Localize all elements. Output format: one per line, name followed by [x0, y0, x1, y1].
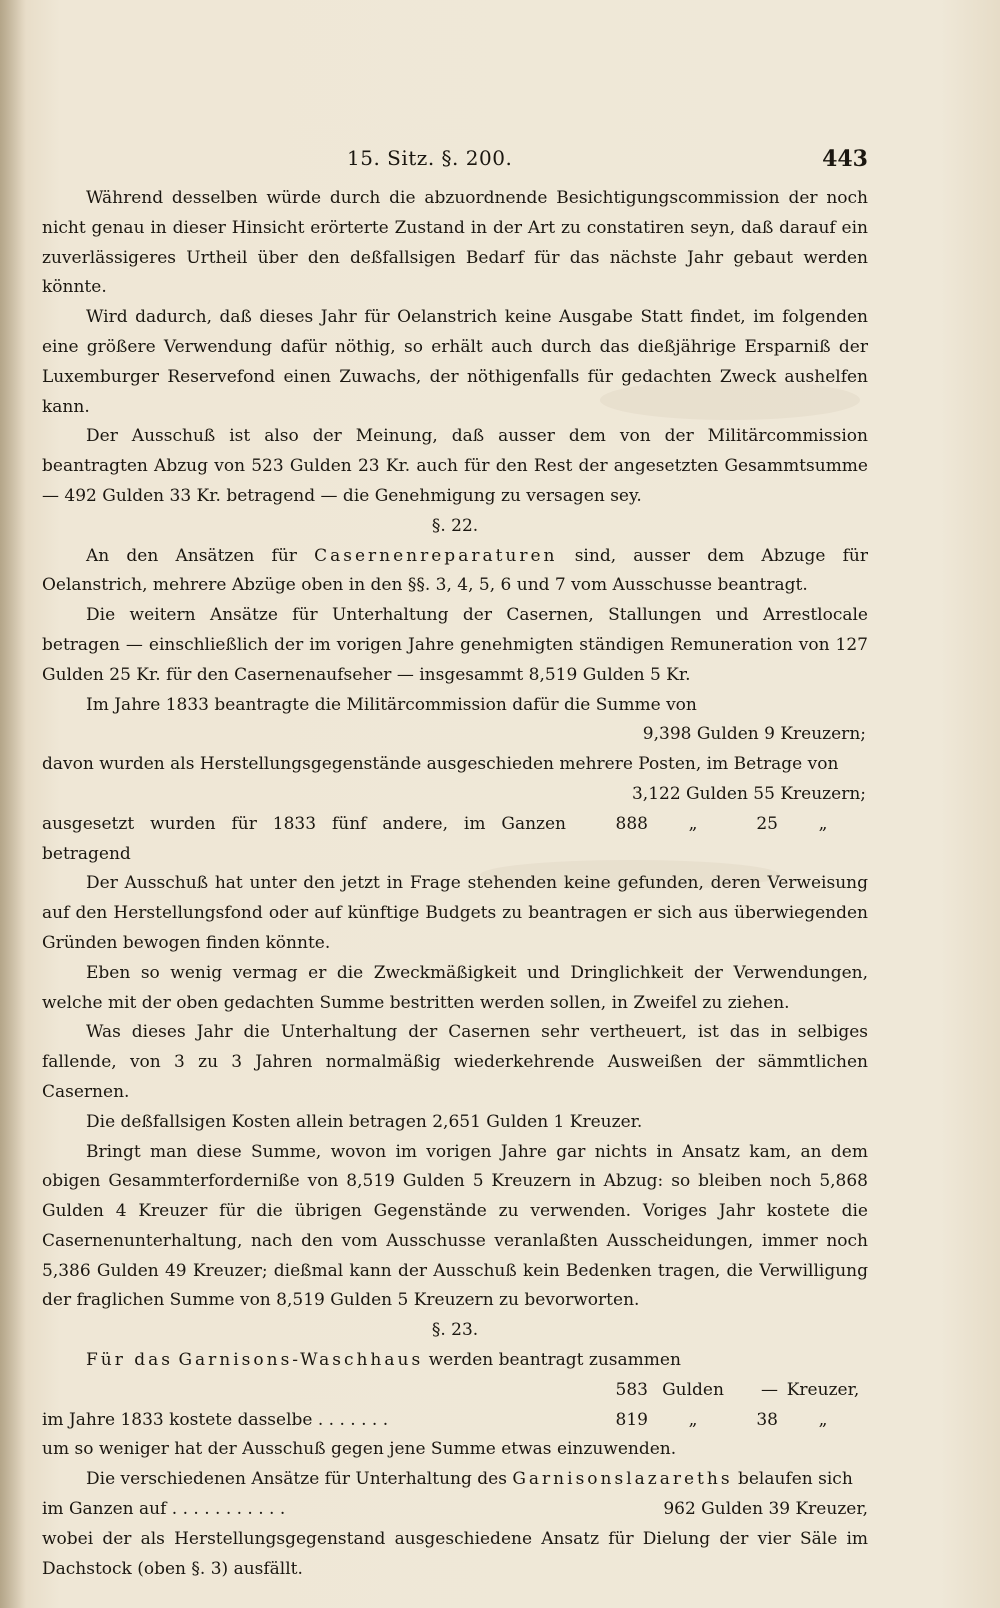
section-heading-23: §. 23.	[431, 1320, 479, 1341]
amount-line	[42, 1495, 868, 1525]
spaced-term: Casernenreparaturen	[314, 545, 558, 566]
line-label: im Jahre 1833 kostete dasselbe . . . . . . .	[42, 1409, 389, 1430]
paragraph: Im Jahre 1833 beantragte die Militärcommission dafür die Summe von	[86, 694, 697, 715]
paragraph-text: Die verschiedenen Ansätze für Unterhaltung des	[86, 1469, 507, 1490]
amount-number: 583	[615, 1379, 648, 1400]
amount-number: 25	[756, 813, 778, 834]
line-label: im Ganzen auf . . . . . . . . . . .	[42, 1499, 286, 1520]
dash: —	[761, 1379, 778, 1400]
amount-number: 819	[615, 1409, 648, 1430]
ditto-mark: „	[818, 1409, 828, 1430]
spaced-term: Garnisonslazareths	[512, 1469, 733, 1490]
section-heading-22: §. 22.	[431, 515, 479, 536]
paragraph: Der Ausschuß ist also der Meinung, daß ausser dem von der Militärcommission beantragten Abzug von 523 Gulden 23 Kr. auch für den Rest der angesetzten Gesammtsumme — 492 Gulden 33 Kr. betragend — die Genehmigung zu versagen sey.	[42, 426, 868, 506]
paragraph: Bringt man diese Summe, wovon im vorigen Jahre gar nichts in Ansatz kam, an dem obigen Gesammterforderniße von 8,519 Gulden 5 Kreuzern in Abzug: so bleiben noch 5,868 Gulden 4 Kreuzer für die übrigen Gegenstände zu verwenden. Voriges Jahr kostete die Casernenunterhaltung, nach den vom Ausschusse veranlaßten Ausscheidungen, immer noch 5,386 Gulden 49 Kreuzer; dießmal kann der Ausschuß kein Bedenken tragen, die Verwilligung der fraglichen Summe von 8,519 Gulden 5 Kreuzern zu bevorworten.	[42, 1141, 868, 1311]
line-label: ausgesetzt wurden für 1833 fünf andere, im Ganzen betragend	[42, 813, 566, 864]
paragraph: Die deßfallsigen Kosten allein betragen 2,651 Gulden 1 Kreuzer.	[86, 1111, 643, 1132]
paragraph: Wird dadurch, daß dieses Jahr für Oelanstrich keine Ausgabe Statt findet, im folgenden eine größere Verwendung dafür nöthig, so erhält auch durch das dießjährige Ersparniß der Luxemburger Reservefond einen Zuwachs, der nöthigenfalls für gedachten Zweck aushelfen kann.	[42, 307, 868, 417]
amount-line	[42, 810, 868, 870]
paragraph	[42, 542, 868, 602]
amount-line	[42, 1376, 868, 1406]
paragraph: Während desselben würde durch die abzuordnende Besichtigungscommission der noch nicht genau in dieser Hinsicht erörterte Zustand in der Art zu constatiren seyn, daß darauf ein zuverlässigeres Urtheil über den deßfallsigen Bedarf für das nächste Jahr gebaut werden könnte.	[42, 188, 868, 298]
spaced-term: Garnisons-Waschhaus	[178, 1350, 424, 1371]
amount: 9,398 Gulden 9 Kreuzern;	[642, 724, 866, 745]
amount-number: 888	[615, 813, 648, 834]
paragraph-text: An den Ansätzen für	[86, 545, 297, 566]
amount: 3,122 Gulden 55 Kreuzern;	[631, 783, 866, 804]
amount-unit: Kreuzer,	[786, 1379, 860, 1400]
paragraph: Was dieses Jahr die Unterhaltung der Casernen sehr vertheuert, ist das in selbiges fallende, von 3 zu 3 Jahren normalmäßig wiederkehrende Ausweißen der sämmtlichen Casernen.	[42, 1022, 868, 1102]
paragraph-text: sind, ausser dem Abzuge für Oelanstrich, mehrere Abzüge oben in den §§. 3, 4, 5, 6 und 7 vom Ausschusse beantragt.	[42, 545, 868, 596]
amount-unit: Gulden	[662, 1379, 724, 1400]
page-body	[42, 184, 868, 1584]
paragraph-text: belaufen sich	[737, 1469, 853, 1490]
binding-shadow	[0, 0, 26, 1608]
page-number: 443	[822, 146, 868, 172]
paragraph-text: werden beantragt zusammen	[428, 1350, 681, 1371]
paragraph: Die weitern Ansätze für Unterhaltung der Casernen, Stallungen und Arrestlocale betragen — einschließlich der im vorigen Jahre genehmigten ständigen Remuneration von 127 Gulden 25 Kr. für den Casernenaufseher — insgesammt 8,519 Gulden 5 Kr.	[42, 605, 868, 685]
amount-line	[42, 1406, 868, 1436]
amount-line	[42, 780, 868, 810]
paragraph: um so weniger hat der Ausschuß gegen jene Summe etwas einzuwenden.	[42, 1439, 677, 1460]
amount-line	[42, 720, 868, 750]
ditto-mark: „	[688, 813, 698, 834]
amount-columns	[566, 1406, 868, 1436]
paragraph: davon wurden als Herstellungsgegenstände ausgeschieden mehrere Posten, im Betrage von	[42, 754, 839, 775]
paragraph	[42, 1346, 868, 1376]
running-head: 15. Sitz. §. 200.	[347, 146, 513, 170]
page-header	[42, 146, 868, 174]
amount: 962 Gulden 39 Kreuzer,	[663, 1499, 868, 1520]
paragraph: Der Ausschuß hat unter den jetzt in Frage stehenden keine gefunden, deren Verweisung auf den Herstellungsfond oder auf künftige Budgets zu beantragen er sich aus überwiegenden Gründen bewogen finden könnte.	[42, 873, 868, 953]
paragraph: wobei der als Herstellungsgegenstand ausgeschiedene Ansatz für Dielung der vier Säle im Dachstock (oben §. 3) ausfällt.	[42, 1528, 868, 1579]
amount-columns	[566, 1376, 868, 1406]
ditto-mark: „	[688, 1409, 698, 1430]
spaced-text: Für das	[86, 1350, 174, 1371]
amount-number: 38	[756, 1409, 778, 1430]
paragraph: Eben so wenig vermag er die Zweckmäßigkeit und Dringlichkeit der Verwendungen, welche mit der oben gedachten Summe bestritten werden sollen, in Zweifel zu ziehen.	[42, 962, 868, 1013]
ditto-mark: „	[818, 813, 828, 834]
paragraph	[42, 1465, 868, 1495]
amount-columns	[566, 810, 868, 870]
